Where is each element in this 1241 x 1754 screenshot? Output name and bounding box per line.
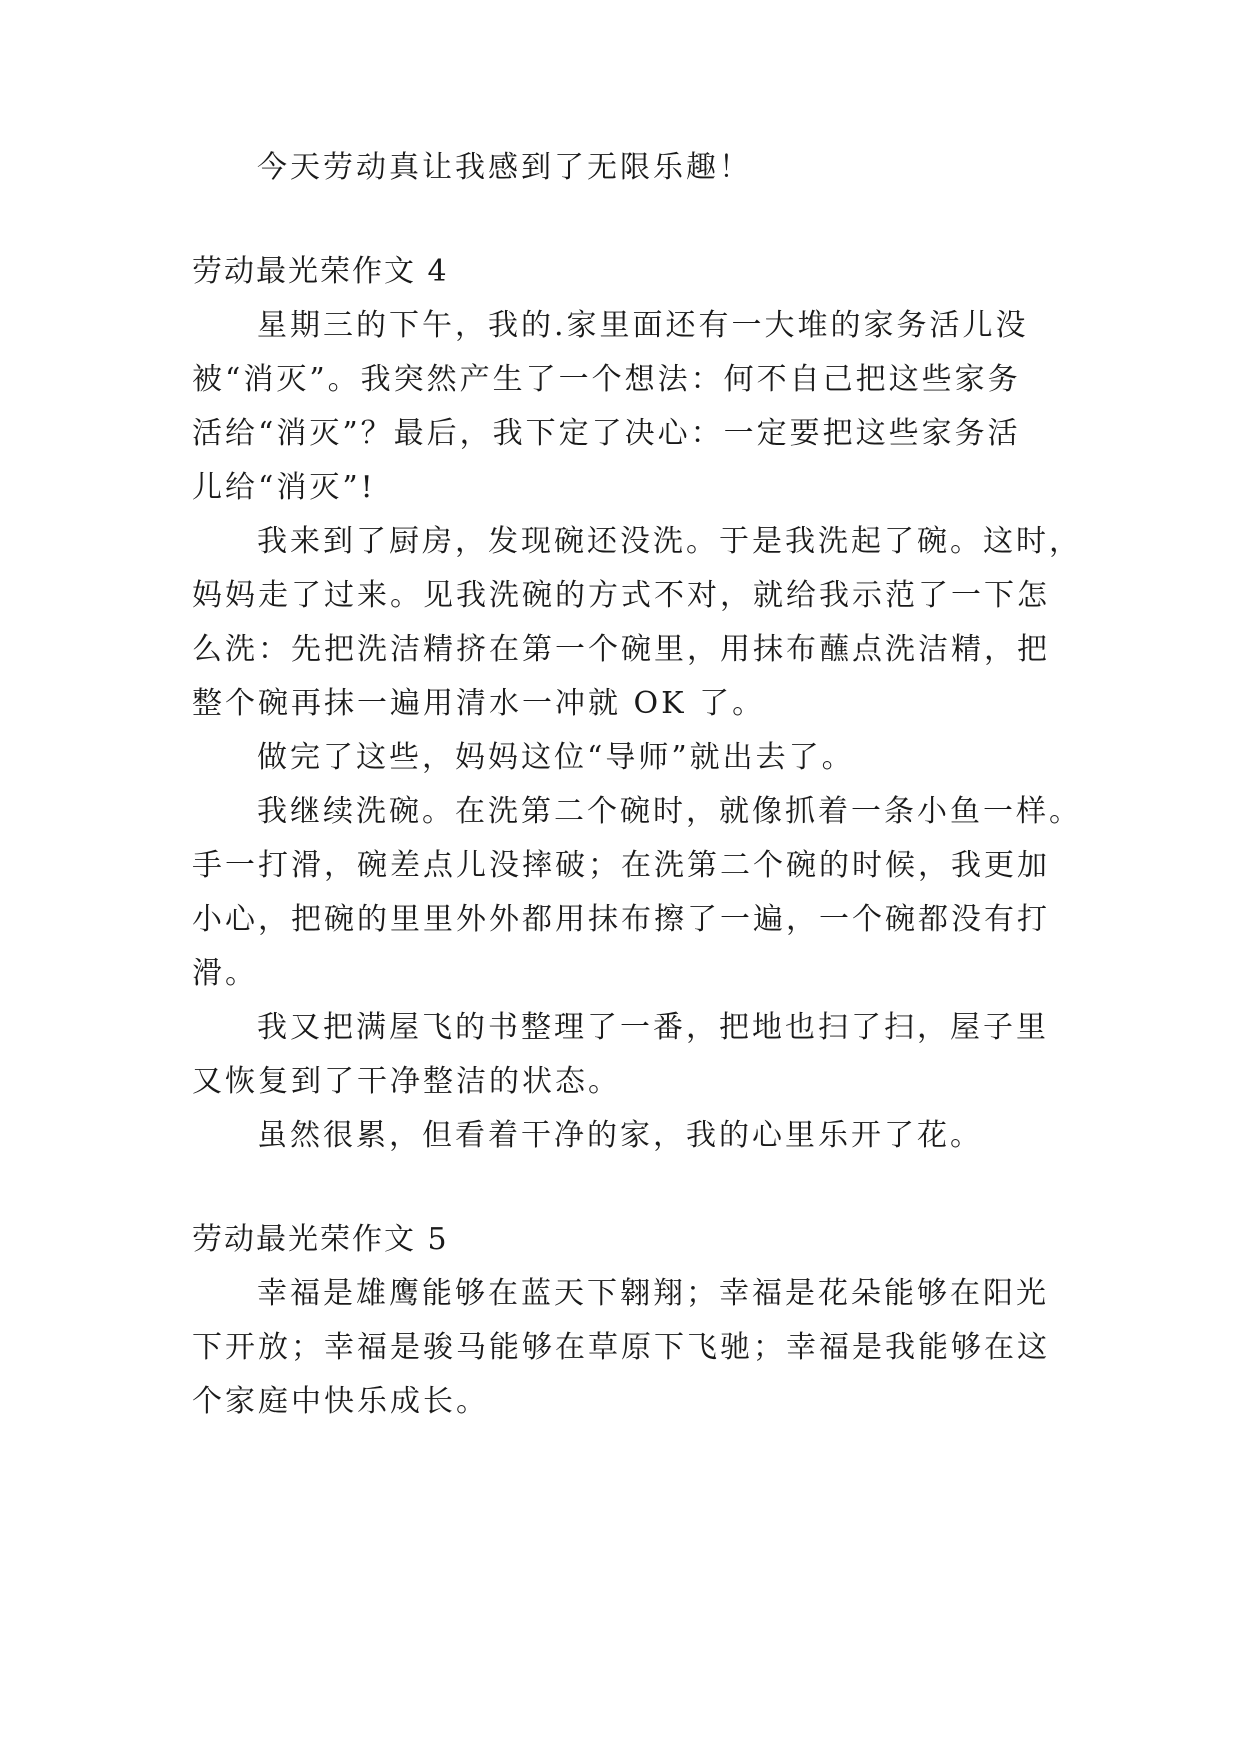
section-4-line: 做完了这些，妈妈这位“导师”就出去了。 [257, 740, 855, 775]
section-5-line: 下开放；幸福是骏马能够在草原下飞驰；幸福是我能够在这 [192, 1330, 1050, 1365]
section-4-line: 整个碗再抹一遍用清水一冲就 OK 了。 [192, 686, 766, 721]
section-4-line: 妈妈走了过来。见我洗碗的方式不对，就给我示范了一下怎 [192, 578, 1050, 613]
section-5-line: 幸福是雄鹰能够在蓝天下翱翔；幸福是花朵能够在阳光 [257, 1276, 1049, 1311]
section-4-line: 么洗：先把洗洁精挤在第一个碗里，用抹布蘸点洗洁精，把 [192, 632, 1050, 667]
section-4-line: 我继续洗碗。在洗第二个碗时，就像抓着一条小鱼一样。 [257, 794, 1082, 829]
section-4-line: 我来到了厨房，发现碗还没洗。于是我洗起了碗。这时， [257, 524, 1082, 559]
intro-closing-line: 今天劳动真让我感到了无限乐趣！ [257, 150, 752, 185]
section-4-line: 儿给“消灭”! [192, 470, 376, 505]
section-4-line: 滑。 [192, 956, 258, 991]
section-4-line: 星期三的下午，我的.家里面还有一大堆的家务活儿没 [257, 308, 1029, 343]
section-4-line: 虽然很累，但看着干净的家，我的心里乐开了花。 [257, 1118, 983, 1153]
section-4-line: 被“消灭”。我突然产生了一个想法：何不自己把这些家务 [192, 362, 1021, 397]
section-5-line: 个家庭中快乐成长。 [192, 1384, 489, 1419]
section-5-title: 劳动最光荣作文 5 [192, 1222, 449, 1257]
section-4-line: 小心，把碗的里里外外都用抹布擦了一遍，一个碗都没有打 [192, 902, 1050, 937]
section-4-line: 手一打滑，碗差点儿没摔破；在洗第二个碗的时候，我更加 [192, 848, 1050, 883]
section-4-line: 又恢复到了干净整洁的状态。 [192, 1064, 621, 1099]
section-4-title: 劳动最光荣作文 4 [192, 254, 449, 289]
section-4-line: 我又把满屋飞的书整理了一番，把地也扫了扫，屋子里 [257, 1010, 1049, 1045]
section-4-line: 活给“消灭”？最后，我下定了决心：一定要把这些家务活 [192, 416, 1021, 451]
